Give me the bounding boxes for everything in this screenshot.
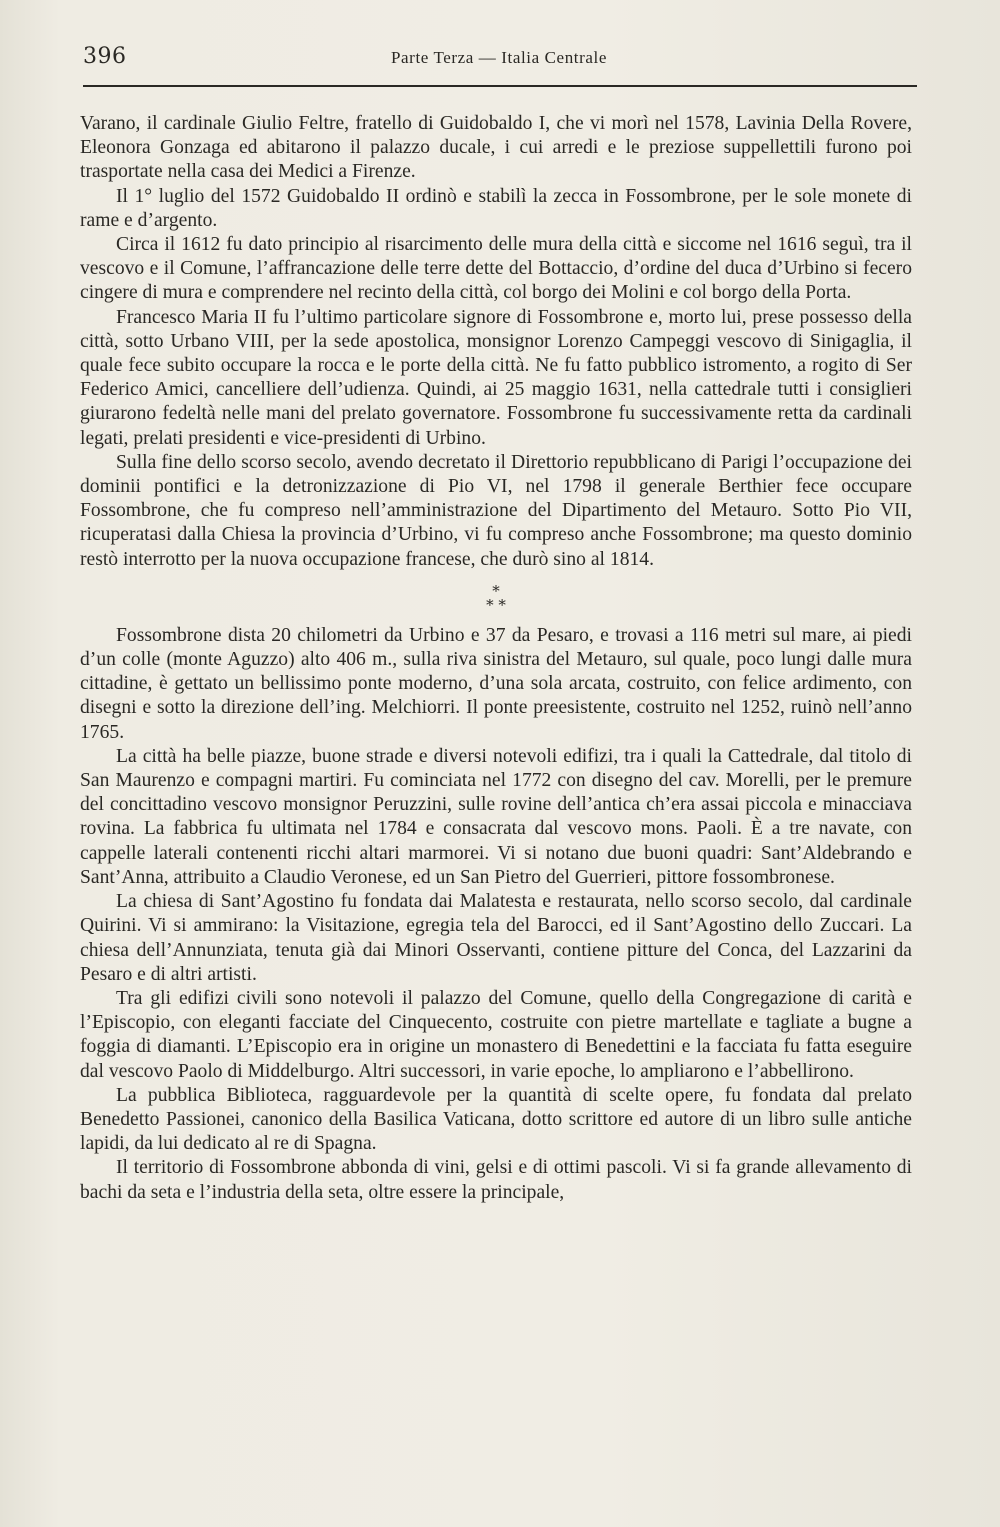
paragraph: Circa il 1612 fu dato principio al risarcimento delle mura della città e siccome nel 1616 seguì, tra il vescovo e il Comune, l’affrancazione delle terre dette del Bottaccio, d’ordine del duca d’Urbino si fecero cingere di mura e comprendere nel recinto della città, col borgo dei Molini e col borgo della Porta. <box>80 234 912 304</box>
paragraph: Il 1° luglio del 1572 Guidobaldo II ordinò e stabilì la zecca in Fossombrone, per le sole monete di rame e d’argento. <box>80 185 912 231</box>
paragraph: Tra gli edifizi civili sono notevoli il palazzo del Comune, quello della Congregazione di carità e l’Episcopio, con eleganti facciate del Cinquecento, costruite con pietre martellate e tagliate a bugne a foggia di diamanti. L’Episcopio era in origine un monastero di Benedettini e la facciata fu fatta eseguire dal vescovo Paolo di Middelburgo. Altri successori, in varie epoche, lo ampliarono e l’abbellirono. <box>80 987 912 1082</box>
paragraph: Sulla fine dello scorso secolo, avendo decretato il Direttorio repubblicano di Parigi l’occupazione dei dominii pontifici e la detronizzazione di Pio VI, nel 1798 il generale Berthier fece occupare Fossombrone, che fu compreso nell’amministrazione del Dipartimento del Metauro. Sotto Pio VII, ricuperatasi dalla Chiesa la provincia d’Urbino, vi fu compreso anche Fossombrone; ma questo dominio restò interrotto per la nuova occupazione francese, che durò sino al 1814. <box>80 451 912 570</box>
paragraph: La pubblica Biblioteca, ragguardevole per la quantità di scelte opere, fu fondata dal prelato Benedetto Passionei, canonico della Basilica Vaticana, dotto scrittore ed autore di un libro sulle antiche lapidi, da lui dedicato al re di Spagna. <box>80 1084 912 1155</box>
asterism-bottom: * * <box>486 595 506 614</box>
paragraph: Francesco Maria II fu l’ultimo particolare signore di Fossombrone e, morto lui, prese possesso della città, sotto Urbano VIII, per la sede apostolica, monsignor Lorenzo Campeggi vescovo di Sinigaglia, il quale fece subito occupare la rocca e le porte della città. Ne fu fatto pubblico istromento, a rogito di Ser Federico Amici, cancelliere dell’udienza. Quindi, ai 25 maggio 1631, nella cattedrale tutti i consiglieri giurarono fedeltà nelle mani del prelato governatore. Fossombrone fu successivamente retta da cardinali legati, prelati presidenti e vice-presidenti di Urbino. <box>80 306 912 449</box>
paragraph: Varano, il cardinale Giulio Feltre, fratello di Guidobaldo I, che vi morì nel 1578, Lavinia Della Rovere, Eleonora Gonzaga ed abitarono il palazzo ducale, i cui arredi e le preziose suppellettili furono poi trasportate nella casa dei Medici a Firenze. <box>80 113 912 183</box>
paragraph: Fossombrone dista 20 chilometri da Urbino e 37 da Pesaro, e trovasi a 116 metri sul mare, ai piedi d’un colle (monte Aguzzo) alto 406 m., sulla riva sinistra del Metauro, sul quale, poco lungi dalle mura cittadine, è gettato un bellissimo ponte moderno, d’una sola arcata, costruito, con felice ardimento, con disegni e sotto la direzione dell’ing. Melchiorri. Il ponte preesistente, costruito nel 1252, ruinò nell’anno 1765. <box>80 624 912 743</box>
section-asterism <box>80 581 912 616</box>
page-header <box>83 40 915 78</box>
page-number: 396 <box>83 44 127 69</box>
body-text <box>80 112 912 1205</box>
paragraph: La chiesa di Sant’Agostino fu fondata dai Malatesta e restaurata, nello scorso secolo, dal cardinale Quirini. Vi si ammirano: la Visitazione, egregia tela del Barocci, ed il Sant’Agostino dello Zuccari. La chiesa dell’Annunziata, tenuta già dai Minori Osservanti, contiene pitture del Conca, del Lazzarini da Pesaro e di altri artisti. <box>80 891 912 985</box>
paragraph: La città ha belle piazze, buone strade e diversi notevoli edifizi, tra i quali la Cattedrale, dal titolo di San Maurenzo e compagni martiri. Fu cominciata nel 1772 con disegno del cav. Morelli, per le premure del concittadino vescovo monsignor Peruzzini, sulle rovine dell’antica ch’era assai piccola e minacciava rovina. La fabbrica fu ultimata nel 1784 e consacrata dal vescovo mons. Paoli. È a tre navate, con cappelle laterali contenenti ricchi altari marmorei. Vi si notano due buoni quadri: Sant’Aldebrando e Sant’Anna, attribuito a Claudio Veronese, ed un San Pietro del Guerrieri, pittore fossombronese. <box>80 745 912 888</box>
asterism-top: * <box>492 581 500 600</box>
paragraph: Il territorio di Fossombrone abbonda di vini, gelsi e di ottimi pascoli. Vi si fa grande allevamento di bachi da seta e l’industria della seta, oltre essere la principale, <box>80 1157 912 1203</box>
running-title: Parte Terza — Italia Centrale <box>390 48 608 67</box>
header-rule <box>83 85 917 87</box>
